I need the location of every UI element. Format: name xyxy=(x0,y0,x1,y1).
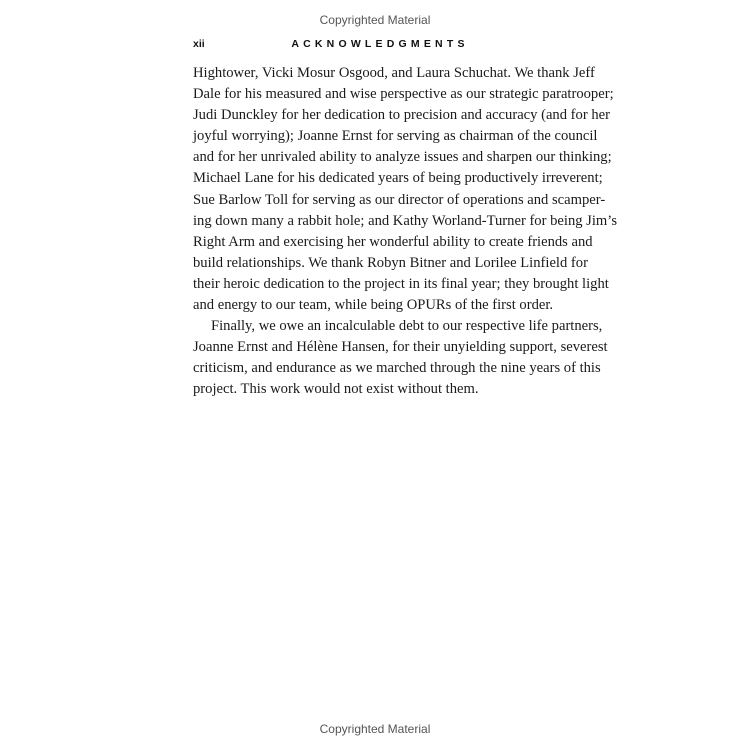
text-line: their heroic dedication to the project in its final year; they brought light xyxy=(193,275,609,292)
page-body xyxy=(193,63,618,401)
paragraph-2 xyxy=(193,316,608,400)
text-line: Right Arm and exercising her wonderful ability to create friends and xyxy=(193,233,593,250)
text-line: ing down many a rabbit hole; and Kathy Worland-Turner for being Jim’s xyxy=(193,212,618,229)
text-line: Judi Dunckley for her dedication to precision and accuracy (and for her xyxy=(193,107,610,124)
text-line: criticism, and endurance as we marched through the nine years of this xyxy=(193,360,601,377)
text-line: project. This work would not exist without them. xyxy=(193,381,479,398)
text-line: build relationships. We thank Robyn Bitner and Lorilee Linfield for xyxy=(193,254,588,271)
copyright-watermark-top: Copyrighted Material xyxy=(319,13,431,27)
paragraph-1 xyxy=(193,63,618,316)
text-line: joyful worrying); Joanne Ernst for serving as chairman of the council xyxy=(193,128,598,145)
text-line: Joanne Ernst and Hélène Hansen, for their unyielding support, severest xyxy=(193,339,608,356)
running-head xyxy=(193,38,557,54)
text-line: Sue Barlow Toll for serving as our director of operations and scamper- xyxy=(193,191,606,208)
text-line: Finally, we owe an incalculable debt to our respective life partners, xyxy=(211,318,603,335)
text-line: and energy to our team, while being OPURs of the first order. xyxy=(193,297,554,314)
text-line: and for her unrivaled ability to analyze issues and sharpen our thinking; xyxy=(193,149,612,166)
page-number: xii xyxy=(193,38,205,50)
copyright-watermark-bottom: Copyrighted Material xyxy=(319,722,431,736)
text-line: Michael Lane for his dedicated years of being productively irreverent; xyxy=(193,170,603,187)
text-line: Hightower, Vicki Mosur Osgood, and Laura Schuchat. We thank Jeff xyxy=(193,65,595,81)
text-line: Dale for his measured and wise perspective as our strategic paratrooper; xyxy=(193,86,614,103)
section-title: ACKNOWLEDGMENTS xyxy=(291,38,469,50)
